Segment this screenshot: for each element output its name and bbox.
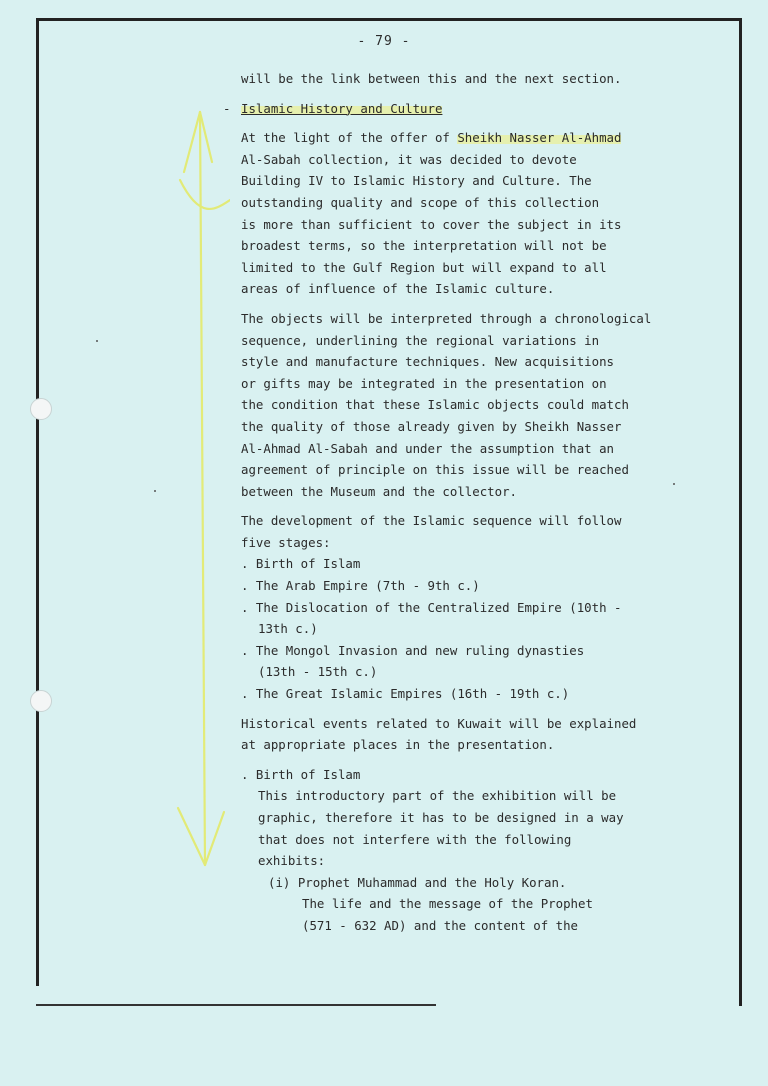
document-body — [223, 68, 731, 937]
text-line: between the Museum and the collector. — [241, 483, 518, 499]
numbered-item-continuation: (571 - 632 AD) and the content of the — [302, 917, 579, 933]
text-line: Al-Ahmad Al-Sabah and under the assumption that an — [241, 440, 614, 456]
text-line — [241, 127, 731, 149]
list-item-continuation: 13th c.) — [258, 621, 318, 637]
text-line: This introductory part of the exhibition will be — [258, 788, 617, 804]
text-line: five stages: — [241, 534, 331, 550]
text-line: that does not interfere with the following — [258, 831, 572, 847]
list-item: . The Great Islamic Empires (16th - 19th c.) — [241, 686, 570, 702]
text-line: Historical events related to Kuwait will be explained — [241, 715, 637, 731]
arrow-head-bottom-right — [205, 812, 224, 865]
list-item: . The Mongol Invasion and new ruling dynasties — [241, 642, 585, 658]
text-line: Building IV to Islamic History and Culture. The — [241, 173, 592, 189]
numbered-item-continuation: The life and the message of the Prophet — [302, 896, 593, 912]
text-line: areas of influence of the Islamic culture. — [241, 281, 555, 297]
text-line: outstanding quality and scope of this collection — [241, 194, 600, 210]
punch-hole-upper — [30, 398, 52, 420]
bottom-border-rule — [36, 1004, 436, 1006]
section-heading-text: Islamic History and Culture — [241, 100, 443, 116]
punch-hole-lower — [30, 690, 52, 712]
text-line: The development of the Islamic sequence will follow — [241, 513, 622, 529]
arrow-head-top-left — [184, 112, 200, 172]
top-border-rule — [36, 18, 742, 21]
text-line: broadest terms, so the interpretation will not be — [241, 238, 607, 254]
list-item: . The Arab Empire (7th - 9th c.) — [241, 578, 480, 594]
speck — [154, 490, 156, 492]
subsection-heading: . Birth of Islam — [241, 766, 361, 782]
heading-dash: - — [223, 100, 231, 116]
text-line: Al-Sabah collection, it was decided to devote — [241, 151, 577, 167]
numbered-item: (i) Prophet Muhammad and the Holy Koran. — [268, 874, 567, 890]
list-item: . Birth of Islam — [241, 556, 361, 572]
text-line: or gifts may be integrated in the presentation on — [241, 375, 607, 391]
text-line: agreement of principle on this issue will be reached — [241, 462, 629, 478]
left-margin-rule — [36, 18, 39, 986]
section-heading — [223, 98, 731, 120]
arrow-shaft — [200, 112, 205, 865]
list-item-continuation: (13th - 15th c.) — [258, 664, 378, 680]
highlighted-name: Sheikh Nasser Al-Ahmad — [457, 130, 622, 146]
text-line: the condition that these Islamic objects could match — [241, 397, 629, 413]
list-item: . The Dislocation of the Centralized Empire (10th - — [241, 599, 622, 615]
text-line: is more than sufficient to cover the subject in its — [241, 216, 622, 232]
arrow-head-top-right — [200, 112, 212, 162]
highlighter-arrow-annotation — [160, 100, 230, 890]
right-margin-rule — [739, 18, 742, 1006]
text-line: sequence, underlining the regional variations in — [241, 332, 600, 348]
text-line: exhibits: — [258, 853, 326, 869]
text-line: the quality of those already given by Sheikh Nasser — [241, 418, 622, 434]
text-line: graphic, therefore it has to be designed in a way — [258, 810, 624, 825]
arrow-head-bottom-left — [178, 808, 205, 865]
text-line: style and manufacture techniques. New acquisitions — [241, 354, 614, 370]
text-fragment: At the light of the offer of — [241, 130, 458, 146]
text-line: will be the link between this and the next section. — [241, 71, 622, 86]
text-line: at appropriate places in the presentation. — [241, 737, 555, 753]
page-number: - 79 - — [357, 34, 411, 49]
text-line: The objects will be interpreted through a chronological — [241, 310, 652, 326]
text-line: limited to the Gulf Region but will expand to all — [241, 259, 607, 275]
speck — [96, 340, 98, 342]
scribble-top — [180, 180, 230, 209]
